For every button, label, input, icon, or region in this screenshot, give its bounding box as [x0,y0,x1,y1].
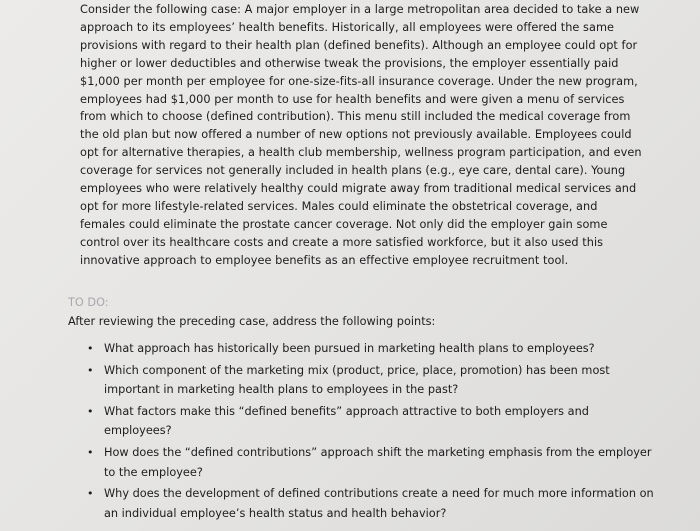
todo-point-5 [68,484,658,523]
bullet-icon: • [87,445,94,459]
bullet-icon: • [87,363,94,377]
todo-point-text: Which component of the marketing mix (product, price, place, promotion) has been most important in marketing health plans to employees in the past? [104,363,610,397]
todo-heading: TO DO: [68,296,109,309]
todo-point-2 [68,361,658,400]
todo-point-text: What factors make this “defined benefits” approach attractive to both employers and employees? [104,404,589,438]
todo-point-text: Why does the development of defined contributions create a need for much more information on an individual employee’s health status and health behavior? [104,487,654,520]
bullet-icon: • [87,404,94,418]
todo-point-text: How does the “defined contributions” approach shift the marketing emphasis from the employer to the employee? [104,445,652,479]
bullet-icon: • [87,487,94,501]
todo-point-4 [68,443,658,482]
todo-point-1 [68,339,658,359]
todo-point-text: What approach has historically been pursued in marketing health plans to employees? [104,342,595,355]
todo-intro: After reviewing the preceding case, address the following points: [68,315,436,328]
todo-point-3 [68,402,658,441]
bullet-icon: • [87,342,94,355]
case-paragraph: Consider the following case: A major employer in a large metropolitan area decided to take a new approach to its employees’ health benefits. Historically, all employees were offered the same provisions with regard to their health plan (defined benefits). Although an employee could opt for higher or lower deductibles and otherwise tweak the provisions, the employer essentially paid $1,000 per month per employee for one-size-fits-all insurance coverage. Under the new program, employees had $1,000 per month to use for health benefits and were given a menu of services from which to choose (defined contribution). This menu still included the medical coverage from the old plan but now offered a number of new options not previously available. Employees could opt for alternative therapies, a health club membership, wellness program participation, and even coverage for services not generally included in health plans (e.g., eye care, dental care). Young employees who were relatively healthy could migrate away from traditional medical services and opt for more lifestyle-related services. Males could eliminate the obstetrical coverage, and females could eliminate the prostate cancer coverage. Not only did the employer gain some control over its healthcare costs and create a more satisfied workforce, but it also used this innovative approach to employee benefits as an effective employee recruitment tool. [80,3,642,267]
todo-points-list [68,339,658,525]
